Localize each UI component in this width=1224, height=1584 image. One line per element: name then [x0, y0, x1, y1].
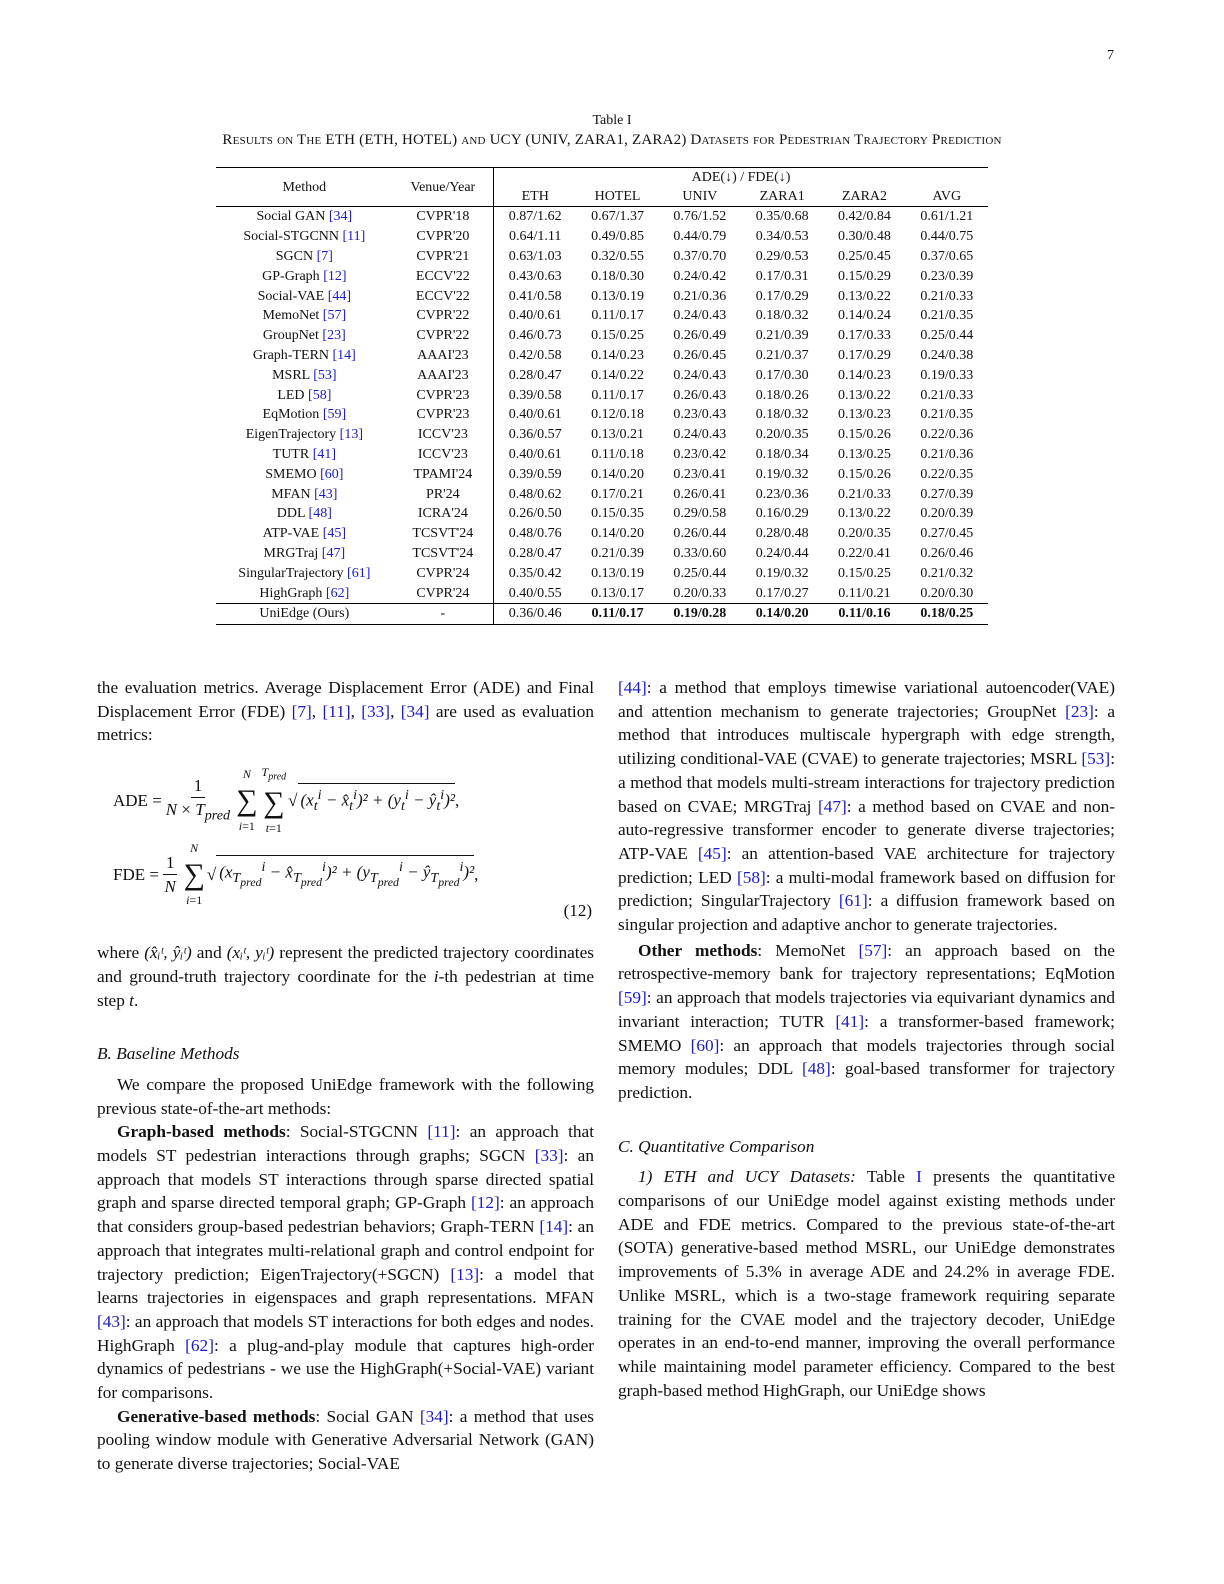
- cell-avg: 0.21/0.35: [920, 407, 974, 423]
- cell-avg: 0.23/0.39: [920, 268, 974, 284]
- cell-zara2: 0.30/0.48: [838, 229, 891, 245]
- citation-link[interactable]: [45]: [322, 526, 347, 542]
- cell-venue: AAAI'23: [393, 365, 494, 385]
- cell-venue: TCSVT'24: [393, 524, 494, 544]
- cell-avg: 0.19/0.33: [920, 367, 974, 383]
- table-row: [216, 504, 988, 524]
- cell-hotel: 0.14/0.20: [591, 466, 644, 482]
- cell-hotel: 0.17/0.21: [591, 486, 644, 502]
- cell-zara1: 0.17/0.31: [755, 268, 809, 284]
- citation-link[interactable]: [62]: [325, 585, 350, 601]
- citation-link[interactable]: [13]: [450, 1264, 480, 1284]
- cell-hotel: 0.14/0.22: [591, 367, 644, 383]
- citation-link[interactable]: [60]: [320, 466, 344, 482]
- cell-hotel: 0.13/0.19: [591, 565, 644, 581]
- cell-zara2: 0.11/0.21: [838, 585, 891, 601]
- citation-link[interactable]: [11]: [342, 229, 366, 245]
- cell-avg: 0.22/0.35: [920, 466, 974, 482]
- cell-zara1: 0.17/0.27: [755, 585, 809, 601]
- cell-method: SingularTrajectory [61]: [238, 565, 371, 581]
- cell-venue: CVPR'24: [393, 563, 494, 583]
- table-row: [216, 484, 988, 504]
- cell-univ: 0.26/0.44: [673, 526, 727, 542]
- cell-method: Social-VAE [44]: [257, 288, 352, 304]
- table-row: [216, 544, 988, 564]
- right-column: [618, 676, 1115, 1402]
- left-column: [97, 676, 594, 1476]
- cell-zara1: 0.28/0.48: [755, 526, 809, 542]
- citation-link[interactable]: [34]: [328, 209, 353, 225]
- cell-zara1: 0.18/0.26: [755, 387, 809, 403]
- equation-fde: FDE = $\frac{1}{N}$ N ∑ i=1 √ ($x_{T_{pred}}^i$ − $x̂_{T_{pred}}^i)^2 + (y_{T_{pred}}^i$ − $ŷ_{T_{pred}}^i)^2$ ,: [113, 841, 479, 907]
- table-row: [216, 207, 988, 227]
- cell-venue: ICCV'23: [393, 445, 494, 465]
- header-venue: Venue/Year: [393, 168, 494, 207]
- cell-avg: 0.21/0.32: [920, 565, 974, 581]
- cell-univ: 0.26/0.45: [673, 347, 727, 363]
- citation-link[interactable]: [33]: [361, 701, 391, 721]
- cell-zara1: 0.18/0.32: [755, 308, 809, 324]
- citation-link[interactable]: [12]: [470, 1193, 500, 1213]
- cell-method: EigenTrajectory [13]: [245, 427, 363, 443]
- cell-zara1: 0.14/0.20: [741, 603, 823, 624]
- citation-link[interactable]: [53]: [313, 367, 337, 383]
- cell-avg: 0.21/0.35: [920, 308, 974, 324]
- header-avg: AVG: [906, 187, 988, 207]
- cell-univ: 0.37/0.70: [673, 248, 727, 264]
- citation-link[interactable]: [23]: [322, 328, 346, 344]
- citation-link[interactable]: [34]: [400, 701, 430, 721]
- cell-method: MFAN [43]: [271, 486, 338, 502]
- cell-venue: AAAI'23: [393, 346, 494, 366]
- citation-link[interactable]: [48]: [308, 506, 332, 522]
- cell-eth: 0.43/0.63: [508, 268, 562, 284]
- table-reference-link[interactable]: I: [916, 1167, 922, 1187]
- cell-zara1: 0.16/0.29: [755, 506, 809, 522]
- cell-eth: 0.46/0.73: [508, 328, 562, 344]
- cell-zara1: 0.23/0.36: [755, 486, 809, 502]
- cell-zara2: 0.25/0.45: [838, 248, 891, 264]
- cell-univ: 0.44/0.79: [673, 229, 727, 245]
- paragraph-where: where (x̂ᵢᵗ, ŷᵢᵗ) and (xᵢᵗ, yᵢᵗ) represent the predicted trajectory coordinates and ground-truth trajectory coordinate for the i-th pedestrian at time step t.: [97, 943, 595, 1010]
- table-row: [216, 405, 988, 425]
- cell-avg: 0.24/0.38: [920, 347, 974, 363]
- table-row: [216, 365, 988, 385]
- citation-link[interactable]: [7]: [316, 248, 333, 264]
- cell-eth: 0.39/0.58: [508, 387, 562, 403]
- cell-zara2: 0.13/0.25: [838, 446, 891, 462]
- paragraph-other-methods: Other methods: MemoNet [57]: an approach based on the retrospective-memory bank for trajectory representations; EqMotion [59]: an approach that models trajectories via equivariant dynamics and invariant interaction; TUTR [41]: a transformer-based framework; SMEMO [60]: an approach that models trajectories through social memory modules; DDL [48]: goal-based transformer for trajectory prediction.: [618, 940, 1116, 1102]
- citation-link[interactable]: [57]: [858, 940, 888, 960]
- cell-hotel: 0.15/0.35: [591, 506, 644, 522]
- citation-link[interactable]: [47]: [817, 796, 847, 816]
- cell-method: TUTR [41]: [272, 446, 337, 462]
- cell-hotel: 0.13/0.19: [591, 288, 644, 304]
- cell-method: DDL [48]: [276, 506, 332, 522]
- cell-zara1: 0.17/0.29: [755, 288, 809, 304]
- cell-zara1: 0.18/0.32: [755, 407, 809, 423]
- cell-eth: 0.64/1.11: [509, 229, 562, 245]
- citation-link[interactable]: [11]: [427, 1122, 456, 1142]
- table-row: [216, 227, 988, 247]
- cell-zara1: 0.17/0.30: [755, 367, 809, 383]
- citation-link[interactable]: [60]: [690, 1035, 720, 1055]
- citation-link[interactable]: [43]: [97, 1311, 126, 1331]
- cell-univ: 0.76/1.52: [659, 207, 741, 227]
- cell-hotel: 0.21/0.39: [591, 545, 644, 561]
- table-label: Table I: [592, 113, 632, 128]
- cell-method: SMEMO [60]: [265, 466, 344, 482]
- cell-zara2: 0.13/0.22: [838, 387, 891, 403]
- cell-venue: PR'24: [393, 484, 494, 504]
- results-table: [216, 167, 988, 625]
- cell-venue: TPAMI'24: [393, 464, 494, 484]
- citation-link[interactable]: [59]: [322, 407, 347, 423]
- header-zara2: ZARA2: [823, 187, 905, 207]
- cell-avg: 0.61/1.21: [906, 207, 988, 227]
- cell-avg: 0.18/0.25: [906, 603, 988, 624]
- citation-link[interactable]: [44]: [618, 678, 647, 697]
- cell-hotel: 0.18/0.30: [591, 268, 644, 284]
- section-heading-quantitative: C. Quantitative Comparison: [618, 1136, 815, 1156]
- paragraph-generative-methods: Generative-based methods: Social GAN [34]: a method that uses pooling window module with Generative Adversarial Network (GAN) to generate diverse trajectories; Social-VAE: [97, 1406, 594, 1474]
- table-row: [216, 524, 988, 544]
- table-row: [216, 346, 988, 366]
- cell-zara2: 0.14/0.24: [838, 308, 891, 324]
- cell-univ: 0.24/0.43: [673, 308, 727, 324]
- cell-avg: 0.22/0.36: [920, 427, 974, 443]
- cell-univ: 0.29/0.58: [673, 506, 727, 522]
- cell-zara1: 0.19/0.32: [755, 565, 809, 581]
- cell-hotel: 0.67/1.37: [576, 207, 658, 227]
- paragraph-compare: We compare the proposed UniEdge framework with the following previous state-of-the-art methods:: [97, 1074, 594, 1118]
- citation-link[interactable]: [34]: [419, 1406, 449, 1426]
- cell-avg: 0.20/0.39: [920, 506, 974, 522]
- cell-zara2: 0.15/0.26: [838, 427, 891, 443]
- cell-univ: 0.26/0.41: [673, 486, 727, 502]
- cell-eth: 0.63/1.03: [508, 248, 562, 264]
- cell-method: UniEdge (Ours): [216, 603, 393, 624]
- equation-12: [97, 747, 594, 929]
- cell-zara1: 0.20/0.35: [755, 427, 809, 443]
- cell-eth: 0.40/0.55: [508, 585, 562, 601]
- cell-avg: 0.21/0.36: [920, 446, 974, 462]
- cell-eth: 0.39/0.59: [508, 466, 562, 482]
- cell-method: HighGraph [62]: [259, 585, 350, 601]
- citation-link[interactable]: [58]: [736, 867, 766, 887]
- cell-zara1: 0.35/0.68: [741, 207, 823, 227]
- equation-ade: ADE = $\frac{1}{N \times T_{pred}}$ N ∑ i=1 $T_{pred}$ ∑ t=1 √ ($x_t^i$ − $x̂_t^i)^2 + (y_t^i$ − $ŷ_t^i)^2$ ,: [113, 765, 460, 836]
- cell-hotel: 0.11/0.17: [576, 603, 658, 624]
- cell-method: MemoNet [57]: [262, 308, 347, 324]
- page-number: 7: [1107, 48, 1114, 63]
- cell-method: LED [58]: [277, 387, 332, 403]
- cell-hotel: 0.49/0.85: [591, 229, 644, 245]
- cell-zara1: 0.18/0.34: [755, 446, 809, 462]
- cell-avg: 0.26/0.46: [920, 545, 974, 561]
- cell-method: MSRL [53]: [272, 367, 337, 383]
- cell-univ: 0.23/0.42: [673, 446, 727, 462]
- citation-link[interactable]: [13]: [339, 427, 363, 443]
- citation-link[interactable]: [47]: [321, 545, 346, 561]
- table-row: [216, 563, 988, 583]
- cell-venue: CVPR'24: [393, 583, 494, 603]
- section-heading-baseline: B. Baseline Methods: [97, 1044, 240, 1064]
- cell-eth: 0.40/0.61: [508, 407, 562, 423]
- citation-link[interactable]: [33]: [534, 1146, 564, 1166]
- citation-link[interactable]: [59]: [618, 988, 647, 1008]
- paragraph-metrics: the evaluation metrics. Average Displacement Error (ADE) and Final Displacement Error (FDE) [7], [11], [33], [34] are used as evaluation metrics:: [97, 678, 594, 745]
- equation-number: (12): [563, 901, 592, 921]
- table-row: [216, 464, 988, 484]
- header-method: Method: [216, 168, 393, 207]
- citation-link[interactable]: [44]: [327, 288, 352, 304]
- cell-eth: 0.48/0.62: [508, 486, 562, 502]
- cell-eth: 0.28/0.47: [508, 545, 562, 561]
- cell-zara2: 0.11/0.16: [823, 603, 905, 624]
- cell-hotel: 0.11/0.18: [591, 446, 644, 462]
- cell-venue: ECCV'22: [393, 266, 494, 286]
- cell-method: Social GAN [34]: [216, 207, 393, 227]
- cell-avg: 0.21/0.33: [920, 387, 974, 403]
- table-row: [216, 425, 988, 445]
- cell-method: EqMotion [59]: [262, 407, 347, 423]
- cell-eth: 0.40/0.61: [508, 446, 562, 462]
- cell-eth: 0.87/1.62: [494, 207, 577, 227]
- table-row: [216, 385, 988, 405]
- cell-eth: 0.28/0.47: [508, 367, 562, 383]
- citation-link[interactable]: [43]: [314, 486, 338, 502]
- cell-zara2: 0.15/0.25: [838, 565, 891, 581]
- cell-venue: CVPR'21: [393, 247, 494, 267]
- cell-univ: 0.26/0.43: [673, 387, 727, 403]
- cell-venue: ICCV'23: [393, 425, 494, 445]
- cell-zara1: 0.21/0.37: [755, 347, 809, 363]
- cell-venue: CVPR'22: [393, 306, 494, 326]
- cell-hotel: 0.11/0.17: [591, 387, 644, 403]
- cell-eth: 0.35/0.42: [508, 565, 562, 581]
- cell-method: ATP-VAE [45]: [262, 526, 347, 542]
- cell-venue: -: [393, 603, 494, 624]
- cell-hotel: 0.13/0.21: [591, 427, 644, 443]
- cell-method: SGCN [7]: [275, 248, 333, 264]
- cell-venue: ICRA'24: [393, 504, 494, 524]
- citation-link[interactable]: [7]: [291, 701, 312, 721]
- cell-hotel: 0.14/0.20: [591, 526, 644, 542]
- cell-zara2: 0.21/0.33: [838, 486, 891, 502]
- cell-univ: 0.21/0.36: [673, 288, 727, 304]
- table-row: [216, 583, 988, 603]
- table-row: [216, 266, 988, 286]
- cell-method: MRGTraj [47]: [263, 545, 346, 561]
- cell-zara2: 0.13/0.22: [838, 506, 891, 522]
- citation-link[interactable]: [14]: [539, 1217, 569, 1237]
- citation-link[interactable]: [53]: [1081, 749, 1111, 769]
- citation-link[interactable]: [41]: [312, 446, 337, 462]
- cell-venue: CVPR'23: [393, 405, 494, 425]
- cell-method: GroupNet [23]: [262, 328, 346, 344]
- header-univ: UNIV: [659, 187, 741, 207]
- cell-zara2: 0.42/0.84: [823, 207, 905, 227]
- table-row: [216, 286, 988, 306]
- cell-zara1: 0.19/0.32: [755, 466, 809, 482]
- citation-link[interactable]: [41]: [835, 1011, 865, 1031]
- cell-eth: 0.36/0.57: [508, 427, 562, 443]
- cell-univ: 0.19/0.28: [659, 603, 741, 624]
- cell-zara2: 0.22/0.41: [838, 545, 891, 561]
- header-zara1: ZARA1: [741, 187, 823, 207]
- header-hotel: HOTEL: [576, 187, 658, 207]
- cell-univ: 0.23/0.43: [673, 407, 727, 423]
- cell-avg: 0.27/0.39: [920, 486, 974, 502]
- cell-zara2: 0.15/0.26: [838, 466, 891, 482]
- cell-hotel: 0.12/0.18: [591, 407, 644, 423]
- table-body: [216, 207, 988, 604]
- cell-method: Graph-TERN [14]: [252, 347, 356, 363]
- cell-avg: 0.27/0.45: [920, 526, 974, 542]
- cell-eth: 0.41/0.58: [508, 288, 562, 304]
- citation-link[interactable]: [61]: [347, 565, 371, 581]
- citation-link[interactable]: [12]: [323, 268, 347, 284]
- citation-link[interactable]: [57]: [322, 308, 347, 324]
- citation-link[interactable]: [58]: [308, 387, 332, 403]
- cell-eth: 0.36/0.46: [494, 603, 577, 624]
- cell-eth: 0.42/0.58: [508, 347, 562, 363]
- cell-zara1: 0.29/0.53: [755, 248, 809, 264]
- cell-zara2: 0.14/0.23: [838, 367, 891, 383]
- cell-zara1: 0.34/0.53: [755, 229, 809, 245]
- cell-venue: TCSVT'24: [393, 544, 494, 564]
- cell-hotel: 0.11/0.17: [591, 308, 644, 324]
- cell-zara1: 0.24/0.44: [755, 545, 809, 561]
- cell-avg: 0.25/0.44: [920, 328, 974, 344]
- cell-zara2: 0.13/0.22: [838, 288, 891, 304]
- cell-zara2: 0.17/0.29: [838, 347, 891, 363]
- cell-zara2: 0.15/0.29: [838, 268, 891, 284]
- citation-link[interactable]: [11]: [322, 701, 351, 721]
- cell-univ: 0.23/0.41: [673, 466, 727, 482]
- cell-univ: 0.33/0.60: [673, 545, 727, 561]
- citation-link[interactable]: [23]: [1065, 701, 1094, 721]
- cell-venue: CVPR'22: [393, 326, 494, 346]
- table-row: [216, 306, 988, 326]
- cell-univ: 0.24/0.43: [673, 427, 727, 443]
- cell-hotel: 0.13/0.17: [591, 585, 644, 601]
- cell-avg: 0.44/0.75: [920, 229, 974, 245]
- cell-venue: CVPR'20: [393, 227, 494, 247]
- cell-avg: 0.20/0.30: [920, 585, 974, 601]
- citation-link[interactable]: [48]: [802, 1059, 831, 1079]
- cell-method: GP-Graph [12]: [262, 268, 347, 284]
- table-title: Results on The ETH (ETH, HOTEL) and UCY (UNIV, ZARA1, ZARA2) Datasets for Pedestrian Trajectory Prediction: [222, 132, 1002, 148]
- cell-eth: 0.40/0.61: [508, 308, 562, 324]
- cell-hotel: 0.32/0.55: [591, 248, 644, 264]
- header-ade-fde: ADE(↓) / FDE(↓): [494, 168, 988, 188]
- cell-venue: ECCV'22: [393, 286, 494, 306]
- cell-venue: CVPR'18: [393, 207, 494, 227]
- cell-avg: 0.21/0.33: [920, 288, 974, 304]
- header-eth: ETH: [494, 187, 577, 207]
- cell-univ: 0.24/0.43: [673, 367, 727, 383]
- citation-link[interactable]: [45]: [697, 843, 727, 863]
- cell-zara1: 0.21/0.39: [755, 328, 809, 344]
- cell-hotel: 0.14/0.23: [591, 347, 644, 363]
- cell-eth: 0.48/0.76: [508, 526, 562, 542]
- cell-eth: 0.26/0.50: [508, 506, 562, 522]
- table-row: [216, 247, 988, 267]
- cell-method: Social-STGCNN [11]: [243, 229, 366, 245]
- cell-zara2: 0.17/0.33: [838, 328, 891, 344]
- cell-zara2: 0.20/0.35: [838, 526, 891, 542]
- cell-univ: 0.20/0.33: [673, 585, 727, 601]
- cell-zara2: 0.13/0.23: [838, 407, 891, 423]
- table-row: [216, 445, 988, 465]
- cell-univ: 0.26/0.49: [673, 328, 727, 344]
- cell-univ: 0.24/0.42: [673, 268, 727, 284]
- citation-link[interactable]: [62]: [185, 1335, 214, 1355]
- paragraph-eth-ucy: 1) ETH and UCY Datasets: Table I presents the quantitative comparisons of our UniEdge model against existing methods under ADE and FDE metrics. Compared to the previous state-of-the-art (SOTA) generative-based method MSRL, our UniEdge demonstrates improvements of 5.3% in average ADE and 24.2% in average FDE. Unlike MSRL, which is a two-stage framework requiring separate training for the CVAE model and the trajectory decoder, UniEdge operates in an end-to-end manner, improving the overall performance while maintaining model parameter efficiency. Compared to the best graph-based method HighGraph, our UniEdge shows: [618, 1167, 1115, 1400]
- citation-link[interactable]: [14]: [332, 347, 356, 363]
- cell-univ: 0.25/0.44: [673, 565, 727, 581]
- paragraph-generative-cont: [44]: a method that employs timewise variational autoencoder(VAE) and attention mechanism to generate trajectories; GroupNet [23]: a method that introduces multiscale hypergraph with edge strength, utilizing conditional-VAE (CVAE) to generate trajectories; MSRL [53]: a method that models multi-stream interactions for trajectory prediction based on CVAE; MRGTraj [47]: a method based on CVAE and non-auto-regressive transformer encoder to generate diverse trajectories; ATP-VAE [45]: an attention-based VAE architecture for trajectory prediction; LED [58]: a multi-modal framework based on diffusion for prediction; SingularTrajectory [61]: a diffusion framework based on singular projection and adaptive anchor to generate trajectories.: [618, 678, 1116, 935]
- cell-venue: CVPR'23: [393, 385, 494, 405]
- cell-hotel: 0.15/0.25: [591, 328, 644, 344]
- table-row: [216, 326, 988, 346]
- cell-avg: 0.37/0.65: [920, 248, 974, 264]
- table-row-ours: [216, 603, 988, 624]
- citation-link[interactable]: [61]: [838, 891, 868, 911]
- paragraph-graph-methods: Graph-based methods: Social-STGCNN [11]: an approach that models ST pedestrian interactions through graphs; SGCN [33]: an approach that models ST interactions through sparse directed spatial graph and sparse directed temporal graph; GP-Graph [12]: an approach that considers group-based pedestrian behaviors; Graph-TERN [14]: an approach that integrates multi-relational graph and control endpoint for trajectory prediction; EigenTrajectory(+SGCN) [13]: a model that learns trajectories in eigenspaces and graph representations. MFAN [43]: an approach that models ST interactions for both edges and nodes. HighGraph [62]: a plug-and-play module that captures high-order dynamics of pedestrians - we use the HighGraph(+Social-VAE) variant for comparisons.: [97, 1122, 595, 1403]
